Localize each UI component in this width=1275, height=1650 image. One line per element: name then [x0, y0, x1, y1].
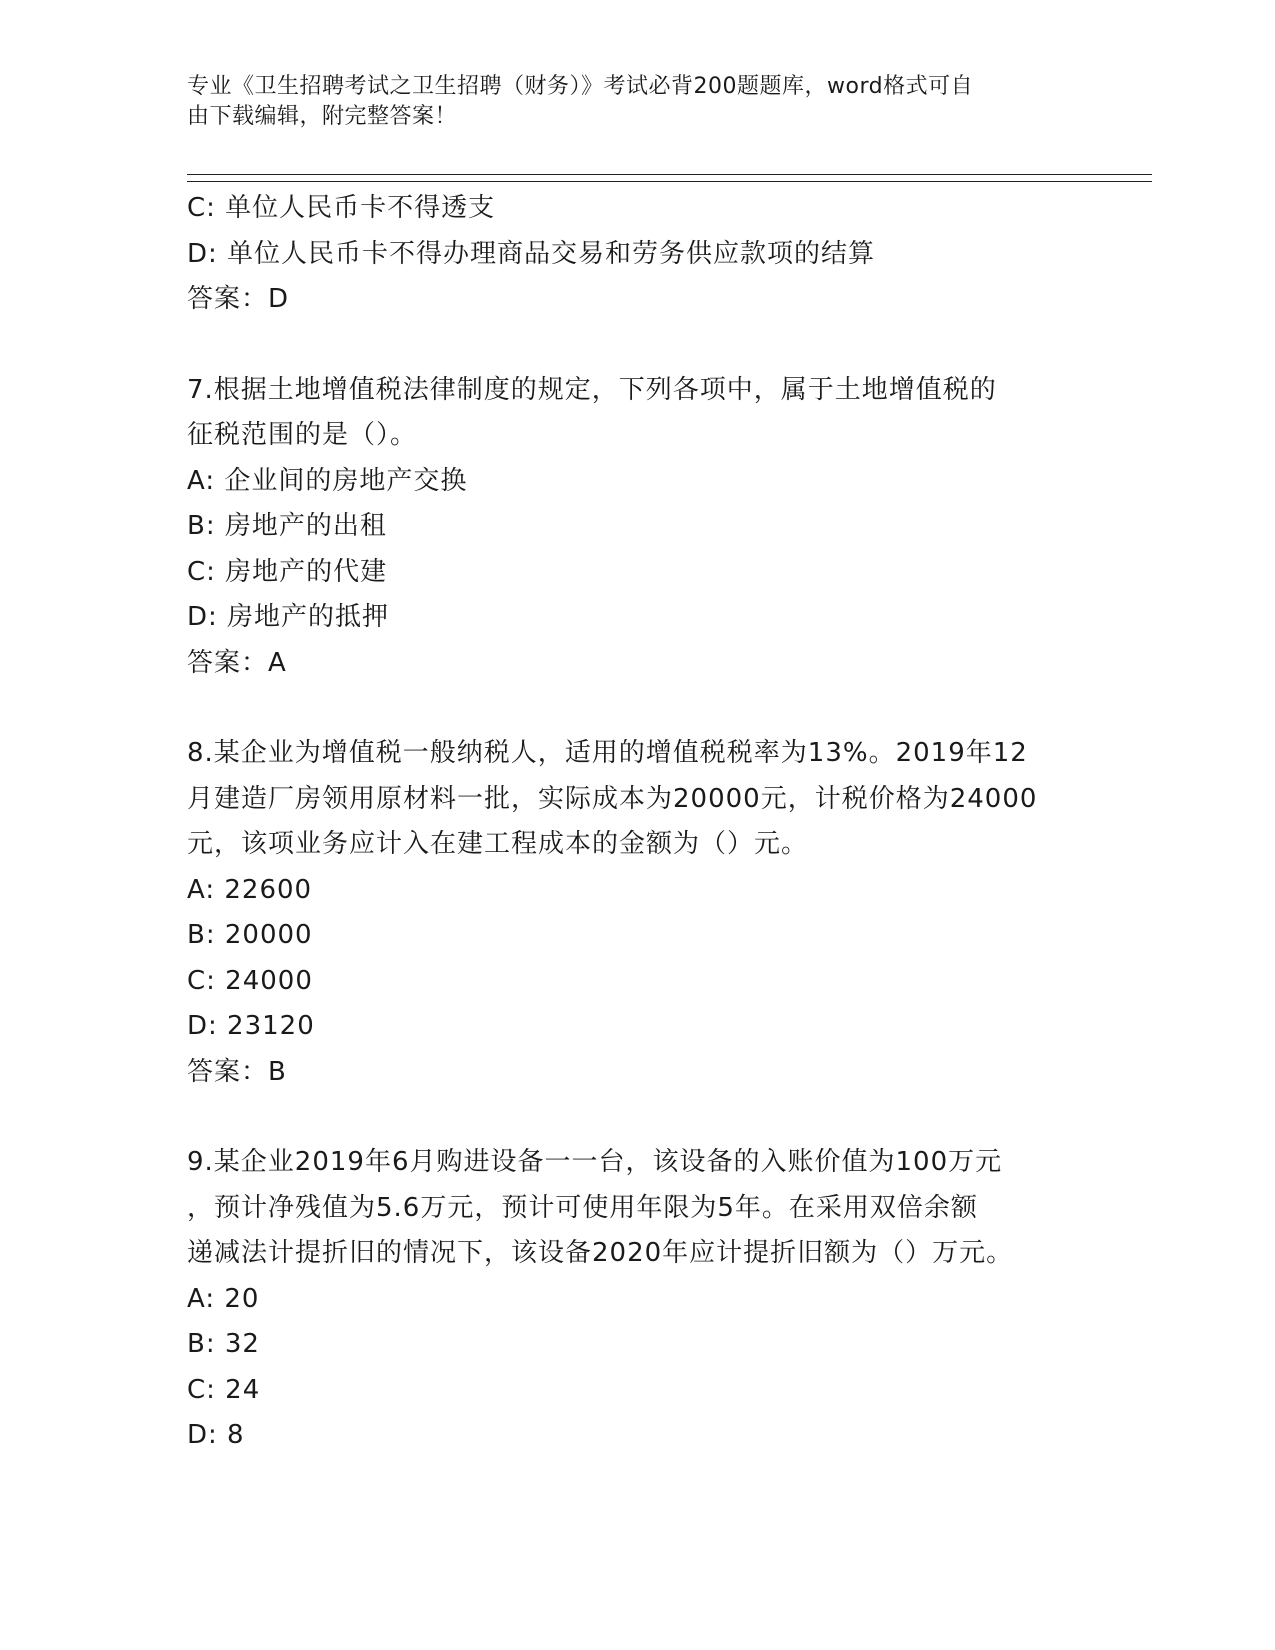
- question-stem: ，预计净残值为5.6万元，预计可使用年限为5年。在采用双倍余额: [187, 1192, 978, 1223]
- document-header: [187, 72, 1067, 132]
- option-a: A: 20: [187, 1283, 260, 1314]
- question-stem: 月建造厂房领用原材料一批，实际成本为20000元，计税价格为24000: [187, 783, 1038, 814]
- option-b: B: 32: [187, 1329, 260, 1359]
- question-stem: 征税范围的是（）。: [187, 420, 418, 450]
- question-stem: 8.某企业为增值税一般纳税人，适用的增值税税率为13%。2019年12: [187, 738, 1028, 768]
- question-stem: 元，该项业务应计入在建工程成本的金额为（）元。: [187, 829, 809, 859]
- question-7: [187, 368, 1087, 687]
- spacer: [187, 1095, 1087, 1140]
- question-8: [187, 731, 1087, 1095]
- question-9: [187, 1140, 1087, 1459]
- document-body: [187, 186, 1087, 1459]
- option-c: C: 房地产的代建: [187, 556, 388, 587]
- question-stem: 9.某企业2019年6月购进设备一一台，该设备的入账价值为100万元: [187, 1147, 1003, 1177]
- option-c: C: 单位人民币卡不得透支: [187, 193, 496, 223]
- header-divider-bottom: [187, 181, 1152, 182]
- header-line-2: 由下载编辑，附完整答案！: [187, 104, 458, 129]
- option-c: C: 24000: [187, 965, 313, 996]
- answer: 答案：A: [187, 647, 287, 678]
- answer: 答案：D: [187, 284, 290, 314]
- option-a: A: 22600: [187, 874, 313, 905]
- answer: 答案：B: [187, 1056, 287, 1087]
- header-divider-top: [187, 174, 1152, 175]
- option-d: D: 23120: [187, 1011, 315, 1041]
- option-d: D: 8: [187, 1420, 245, 1450]
- header-line-1: 专业《卫生招聘考试之卫生招聘（财务）》考试必背200题题库，word格式可自: [187, 74, 974, 99]
- option-b: B: 20000: [187, 920, 313, 950]
- option-d: D: 房地产的抵押: [187, 602, 390, 632]
- question-stem: 7.根据土地增值税法律制度的规定，下列各项中，属于土地增值税的: [187, 374, 997, 405]
- option-d: D: 单位人民币卡不得办理商品交易和劳务供应款项的结算: [187, 238, 876, 269]
- spacer: [187, 686, 1087, 731]
- question-6-tail: [187, 186, 1087, 323]
- spacer: [187, 323, 1087, 368]
- option-a: A: 企业间的房地产交换: [187, 465, 468, 496]
- option-b: B: 房地产的出租: [187, 511, 387, 541]
- option-c: C: 24: [187, 1374, 261, 1405]
- question-stem: 递减法计提折旧的情况下，该设备2020年应计提折旧额为（）万元。: [187, 1238, 1014, 1268]
